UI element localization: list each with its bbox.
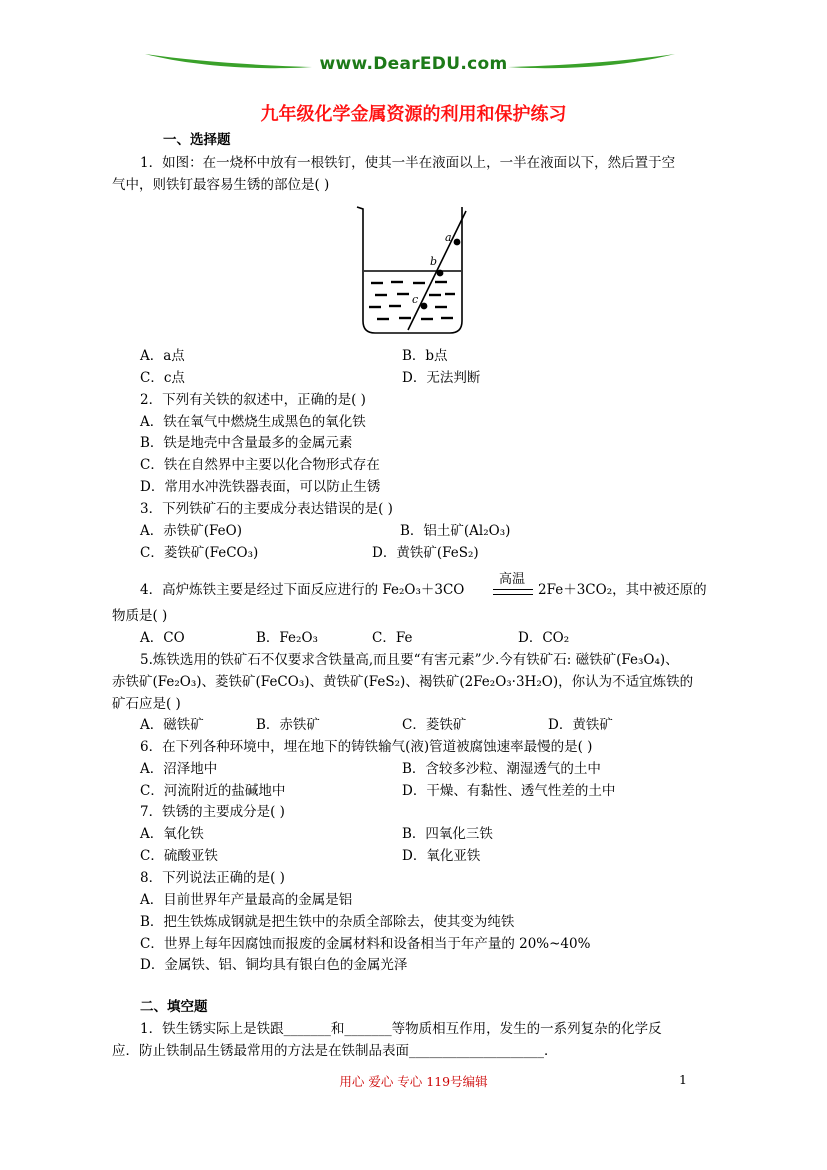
label-b: b (430, 255, 438, 268)
point-b (437, 270, 444, 277)
q3-option-c: C．菱铁矿(FeCO₃) (140, 545, 259, 561)
q3-option-b: B．铝土矿(Al₂O₃) (400, 523, 511, 539)
q4-option-b: B．Fe₂O₃ (256, 630, 318, 646)
q5-option-b: B．赤铁矿 (256, 717, 320, 733)
q2-option-c: C．铁在自然界中主要以化合物形式存在 (140, 457, 380, 473)
brand-logo-text[interactable]: www.DearEDU.com (319, 54, 508, 74)
q5-stem-line1: 5.炼铁选用的铁矿石不仅要求含铁量高,而且要“有害元素”少.今有铁矿石: 磁铁矿(Fe₃O₄)、 (140, 652, 679, 668)
q1-stem-line2: 气中，则铁钉最容易生锈的部位是( ) (112, 177, 330, 193)
q6-option-c: C．河流附近的盐碱地中 (140, 783, 286, 799)
q5-option-d: D．黄铁矿 (548, 717, 613, 733)
q4-option-c: C．Fe (372, 630, 413, 646)
q8-option-c: C．世界上每年因腐蚀而报废的金属材料和设备相当于年产量的 20%~40% (140, 936, 591, 952)
section-heading-choice: 一、选择题 (163, 132, 231, 148)
q1-option-c: C．c点 (140, 370, 185, 386)
beaker-nail-figure (355, 203, 470, 338)
q1-option-a: A．a点 (140, 348, 185, 364)
q7-option-c: C．硫酸亚铁 (140, 848, 218, 864)
q1-option-d: D．无法判断 (402, 370, 481, 386)
q2-stem: 2．下列有关铁的叙述中，正确的是( ) (140, 392, 366, 408)
q3-option-a: A．赤铁矿(FeO) (140, 523, 242, 539)
q4-stem-part1: 4．高炉炼铁主要是经过下面反应进行的 Fe₂O₃＋3CO (140, 582, 465, 598)
q5-stem-line3: 矿石应是( ) (112, 696, 181, 712)
q5-option-a: A．磁铁矿 (140, 717, 204, 733)
footer-text: 用心 爱心 专心 119号编辑 (339, 1074, 488, 1089)
beaker-outline (357, 207, 462, 333)
q8-option-d: D．金属铁、铝、铜均具有银白色的金属光泽 (140, 957, 408, 973)
q8-option-a: A．目前世界年产量最高的金属是铝 (140, 892, 353, 908)
q6-option-b: B．含较多沙粒、潮湿透气的土中 (402, 761, 601, 777)
point-c (421, 303, 428, 310)
section-heading-fill: 二、填空题 (140, 999, 208, 1015)
q6-option-a: A．沼泽地中 (140, 761, 218, 777)
q7-option-b: B．四氧化三铁 (402, 826, 493, 842)
q7-stem: 7．铁锈的主要成分是( ) (140, 804, 285, 820)
q4-option-a: A．CO (140, 630, 185, 646)
q7-option-d: D．氧化亚铁 (402, 848, 481, 864)
q1-option-b: B．b点 (402, 348, 448, 364)
q5-option-c: C．菱铁矿 (402, 717, 467, 733)
q5-stem-line2: 赤铁矿(Fe₂O₃)、菱铁矿(FeCO₃)、黄铁矿(FeS₂)、褐铁矿(2Fe₂O₃·3H₂O)，你认为不适宜炼铁的 (112, 674, 694, 690)
label-a: a (445, 231, 452, 244)
q6-stem: 6．在下列各种环境中，埋在地下的铸铁输气(液)管道被腐蚀速率最慢的是( ) (140, 739, 593, 755)
page-number: 1 (679, 1072, 687, 1087)
point-a (454, 239, 461, 246)
q3-option-d: D．黄铁矿(FeS₂) (372, 545, 479, 561)
q4-stem-part2: 2Fe＋3CO₂，其中被还原的 (538, 582, 707, 598)
q4-stem-line2: 物质是( ) (112, 608, 168, 624)
q3-stem: 3．下列铁矿石的主要成分表达错误的是( ) (140, 501, 393, 517)
q2-option-b: B．铁是地壳中含量最多的金属元素 (140, 435, 353, 451)
q2-option-a: A．铁在氧气中燃烧生成黑色的氧化铁 (140, 414, 366, 430)
q4-reaction-condition: 高温 (499, 572, 526, 587)
q4-equals-sign (493, 589, 533, 595)
label-c: c (412, 293, 419, 306)
fill1-line1: 1．铁生锈实际上是铁跟_______和_______等物质相互作用，发生的一系列复杂的化学反 (140, 1021, 662, 1037)
q8-stem: 8．下列说法正确的是( ) (140, 870, 285, 886)
q8-option-b: B．把生铁炼成钢就是把生铁中的杂质全部除去，使其变为纯铁 (140, 914, 515, 930)
q2-option-d: D．常用水冲洗铁器表面，可以防止生锈 (140, 479, 381, 495)
q1-stem-line1: 1．如图：在一烧杯中放有一根铁钉，使其一半在液面以上，一半在液面以下，然后置于空 (140, 155, 676, 171)
q7-option-a: A．氧化铁 (140, 826, 204, 842)
page-title: 九年级化学金属资源的利用和保护练习 (260, 104, 567, 125)
q6-option-d: D．干燥、有黏性、透气性差的土中 (402, 783, 616, 799)
q4-option-d: D．CO₂ (518, 630, 570, 646)
fill1-line2: 应．防止铁制品生锈最常用的方法是在铁制品表面____________________． (112, 1043, 558, 1059)
